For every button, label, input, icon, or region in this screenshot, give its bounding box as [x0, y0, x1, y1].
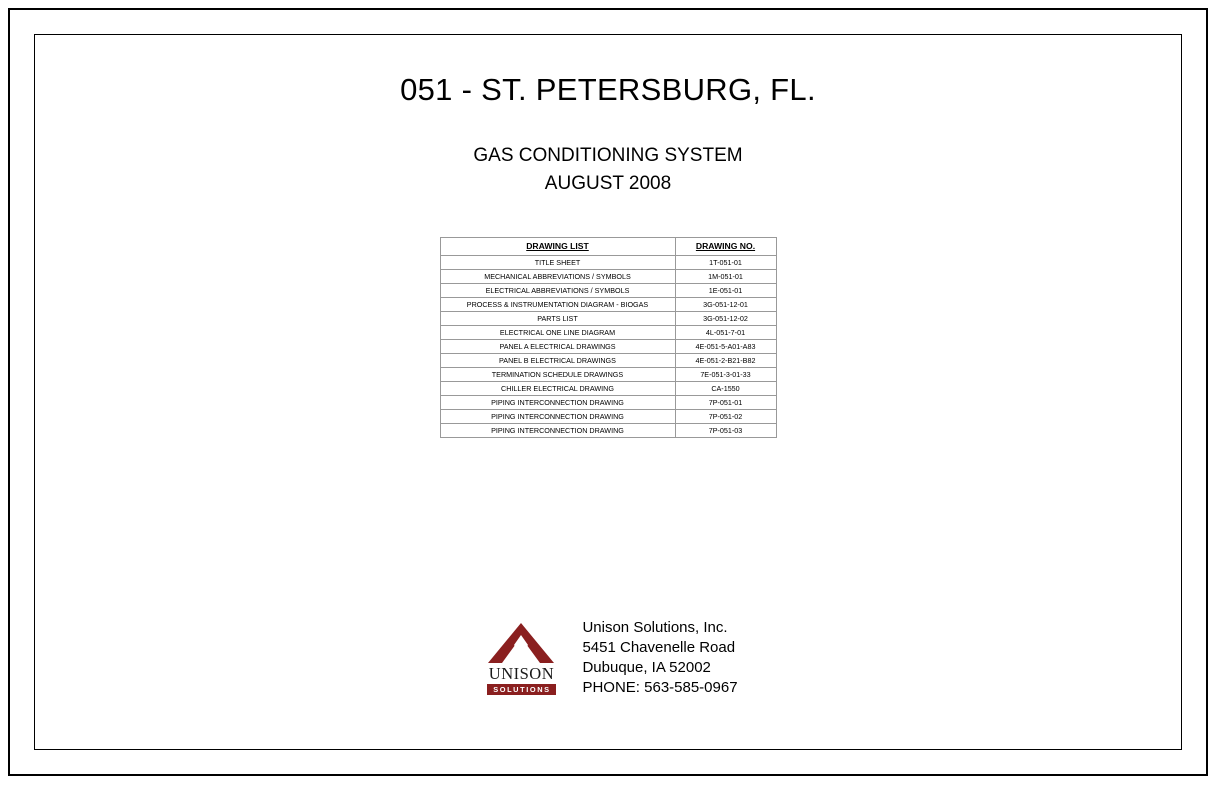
table-row	[440, 381, 776, 395]
table-row	[440, 423, 776, 437]
table-row	[440, 325, 776, 339]
cell-number: 7P-051-03	[675, 423, 776, 437]
cell-number: 4L-051-7-01	[675, 325, 776, 339]
table-row	[440, 339, 776, 353]
cell-number: 7E-051-3-01-33	[675, 367, 776, 381]
table-row	[440, 311, 776, 325]
cell-description: PARTS LIST	[440, 311, 675, 325]
drawing-list-body	[440, 255, 776, 437]
cell-description: PIPING INTERCONNECTION DRAWING	[440, 395, 675, 409]
company-info	[578, 618, 737, 698]
cell-number: 1E-051-01	[675, 283, 776, 297]
subtitle-system: GAS CONDITIONING SYSTEM	[473, 145, 743, 166]
company-city-state-zip: Dubuque, IA 52002	[582, 659, 711, 677]
drawing-list-container	[440, 237, 777, 438]
logo-wordmark: UNISON	[488, 663, 555, 683]
sheet-content	[34, 34, 1182, 750]
table-row	[440, 409, 776, 423]
cell-description: CHILLER ELECTRICAL DRAWING	[440, 381, 675, 395]
column-header-number-label: DRAWING NO.	[695, 241, 756, 252]
cell-number: 7P-051-02	[675, 409, 776, 423]
table-row	[440, 395, 776, 409]
drawing-sheet	[8, 8, 1208, 776]
column-header-description-label: DRAWING LIST	[526, 241, 589, 252]
cell-description: PIPING INTERCONNECTION DRAWING	[440, 423, 675, 437]
drawing-list-table	[440, 237, 777, 438]
column-header-description	[440, 238, 675, 256]
cell-number: 7P-051-01	[675, 395, 776, 409]
subtitle-block	[473, 142, 742, 197]
footer-block	[34, 618, 1182, 698]
company-name: Unison Solutions, Inc.	[582, 619, 728, 637]
cell-number: 3G-051-12-01	[675, 297, 776, 311]
table-row	[440, 367, 776, 381]
cell-number: 1T-051-01	[675, 255, 776, 269]
cell-description: PROCESS & INSTRUMENTATION DIAGRAM - BIOGAS	[440, 297, 675, 311]
cell-description: PANEL B ELECTRICAL DRAWINGS	[440, 353, 675, 367]
cell-number: 4E-051-2-B21-B82	[675, 353, 776, 367]
cell-number: 3G-051-12-02	[675, 311, 776, 325]
table-row	[440, 283, 776, 297]
cell-description: PANEL A ELECTRICAL DRAWINGS	[440, 339, 675, 353]
cell-description: TERMINATION SCHEDULE DRAWINGS	[440, 367, 675, 381]
table-row	[440, 255, 776, 269]
subtitle-date: AUGUST 2008	[544, 172, 672, 194]
table-row	[440, 297, 776, 311]
page-title: 051 - ST. PETERSBURG, FL.	[400, 72, 816, 107]
table-header-row	[440, 238, 776, 256]
table-row	[440, 353, 776, 367]
company-street: 5451 Chavenelle Road	[582, 639, 736, 657]
unison-mark-icon	[484, 621, 558, 665]
table-row	[440, 269, 776, 283]
cell-number: 1M-051-01	[675, 269, 776, 283]
logo-subtitle: SOLUTIONS	[487, 684, 556, 695]
cell-description: TITLE SHEET	[440, 255, 675, 269]
cell-description: ELECTRICAL ONE LINE DIAGRAM	[440, 325, 675, 339]
cell-number: 4E-051-5-A01-A83	[675, 339, 776, 353]
company-phone: PHONE: 563-585-0967	[582, 679, 738, 697]
column-header-number	[675, 238, 776, 256]
cell-description: MECHANICAL ABBREVIATIONS / SYMBOLS	[440, 269, 675, 283]
cell-number: CA-1550	[675, 381, 776, 395]
cell-description: PIPING INTERCONNECTION DRAWING	[440, 409, 675, 423]
cell-description: ELECTRICAL ABBREVIATIONS / SYMBOLS	[440, 283, 675, 297]
company-logo	[478, 621, 564, 696]
